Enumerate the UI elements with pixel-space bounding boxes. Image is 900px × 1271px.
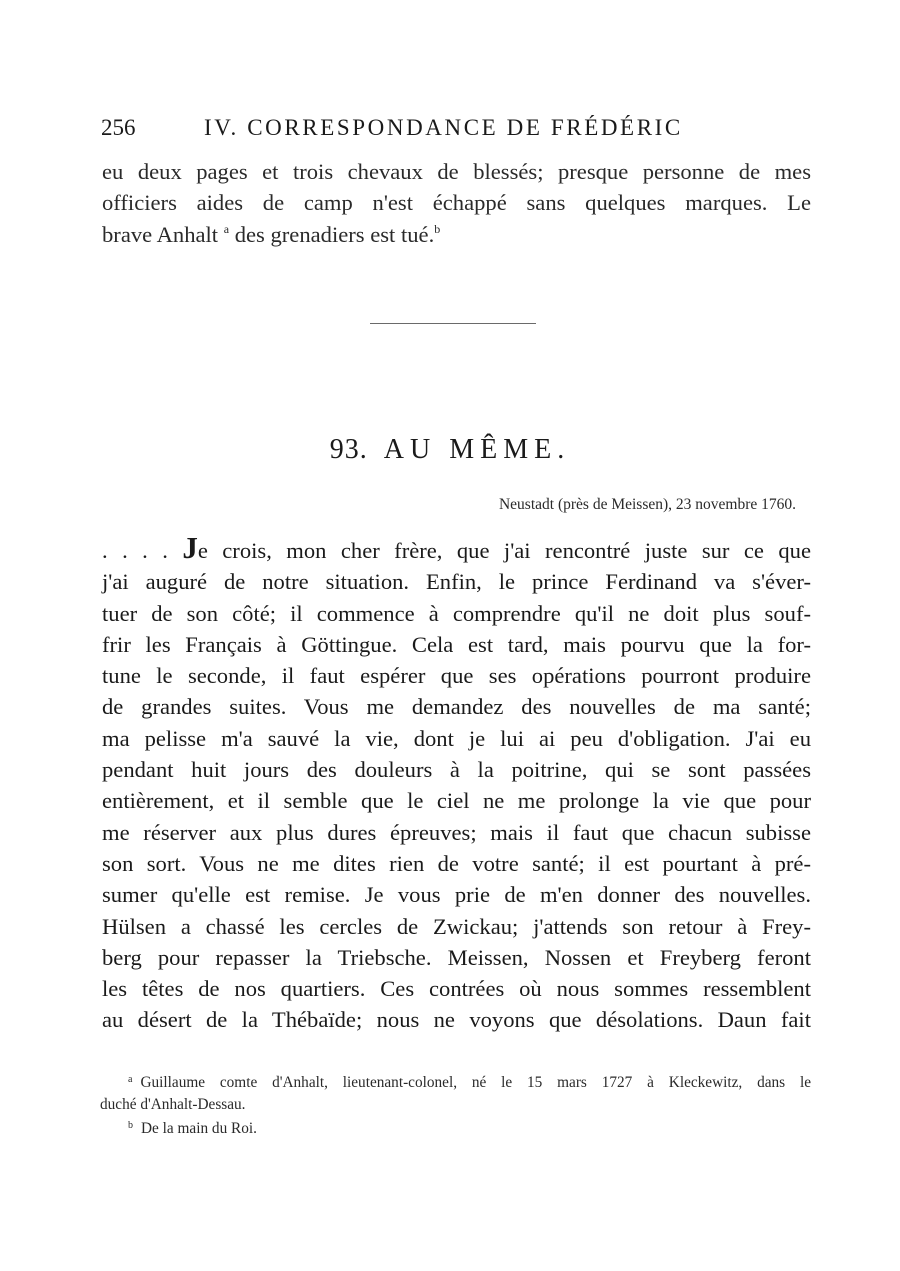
text-line: me réserver aux plus dures épreuves; mais il faut que chacun subisse — [102, 819, 811, 845]
opening-line — [102, 530, 811, 566]
text-line: au désert de la Thébaïde; nous ne voyons que désolations. Daun fait — [102, 1007, 811, 1033]
letter-body — [102, 530, 811, 1036]
text-line: berg pour repasser la Triebsche. Meissen, Nossen et Freyberg feront — [102, 944, 811, 970]
continuation-paragraph — [102, 156, 811, 250]
text-line: de grandes suites. Vous me demandez des nouvelles de ma santé; — [102, 694, 811, 720]
text-line: tuer de son côté; il commence à comprendre qu'il ne doit plus souf- — [102, 600, 811, 626]
section-divider — [370, 323, 536, 324]
text-fragment: e crois, mon cher frère, que j'ai rencontré juste sur ce que — [197, 538, 811, 563]
text-line: tune le seconde, il faut espérer que ses opérations pourront produire — [102, 663, 811, 689]
footnote-text: Guillaume comte d'Anhalt, lieutenant-colonel, né le 15 mars 1727 à Kleckewitz, dans le — [140, 1074, 811, 1091]
text-line: frir les Français à Göttingue. Cela est tard, mais pourvu que la for- — [102, 631, 811, 657]
text-line: entièrement, et il semble que le ciel ne me prolonge la vie que pour — [102, 788, 811, 814]
text-line: ma pelisse m'a sauvé la vie, dont je lui ai peu d'obligation. J'ai eu — [102, 725, 811, 751]
footnote-b — [100, 1115, 811, 1140]
text-line: son sort. Vous ne me dites rien de votre santé; il est pourtant à pré- — [102, 850, 811, 876]
running-head — [101, 113, 811, 145]
footnotes — [100, 1069, 811, 1140]
text-line: sumer qu'elle est remise. Je vous prie de m'en donner des nouvelles. — [102, 882, 811, 908]
section-heading — [0, 430, 900, 470]
running-title: IV. CORRESPONDANCE DE FRÉDÉRIC — [204, 115, 683, 140]
footnote-a — [100, 1069, 811, 1094]
text-line: Hülsen a chassé les cercles de Zwickau; j'attends son retour à Frey- — [102, 913, 811, 939]
footnote-marker: a — [128, 1074, 133, 1085]
section-number: 93. — [329, 434, 368, 465]
text-fragment: des grenadiers est tué. — [229, 221, 435, 247]
letter-dateline: Neustadt (près de Meissen), 23 novembre 1760. — [498, 496, 796, 513]
text-fragment: brave Anhalt — [102, 221, 219, 247]
text-line: eu deux pages et trois chevaux de blessés; presque personne de mes — [102, 159, 811, 184]
footnote-marker: b — [128, 1120, 133, 1131]
text-line: j'ai auguré de notre situation. Enfin, le prince Ferdinand va s'éver- — [102, 569, 811, 595]
footnote-text: De la main du Roi. — [141, 1120, 257, 1137]
text-line: pendant huit jours des douleurs à la poitrine, qui se sont passées — [102, 757, 811, 783]
ellipsis: . . . . — [102, 538, 183, 563]
text-line: officiers aides de camp n'est échappé sans quelques marques. Le — [102, 190, 811, 216]
initial-letter: J — [182, 530, 198, 565]
section-title: AU MÊME. — [383, 434, 571, 465]
text-line: les têtes de nos quartiers. Ces contrées où nous sommes ressemblent — [102, 976, 811, 1002]
footnote-ref-a[interactable]: a — [223, 221, 230, 236]
footnote-ref-b[interactable]: b — [434, 221, 441, 236]
footnote-a-continuation: duché d'Anhalt-Dessau. — [100, 1095, 246, 1113]
page-number: 256 — [101, 115, 136, 140]
text-line — [102, 219, 811, 250]
